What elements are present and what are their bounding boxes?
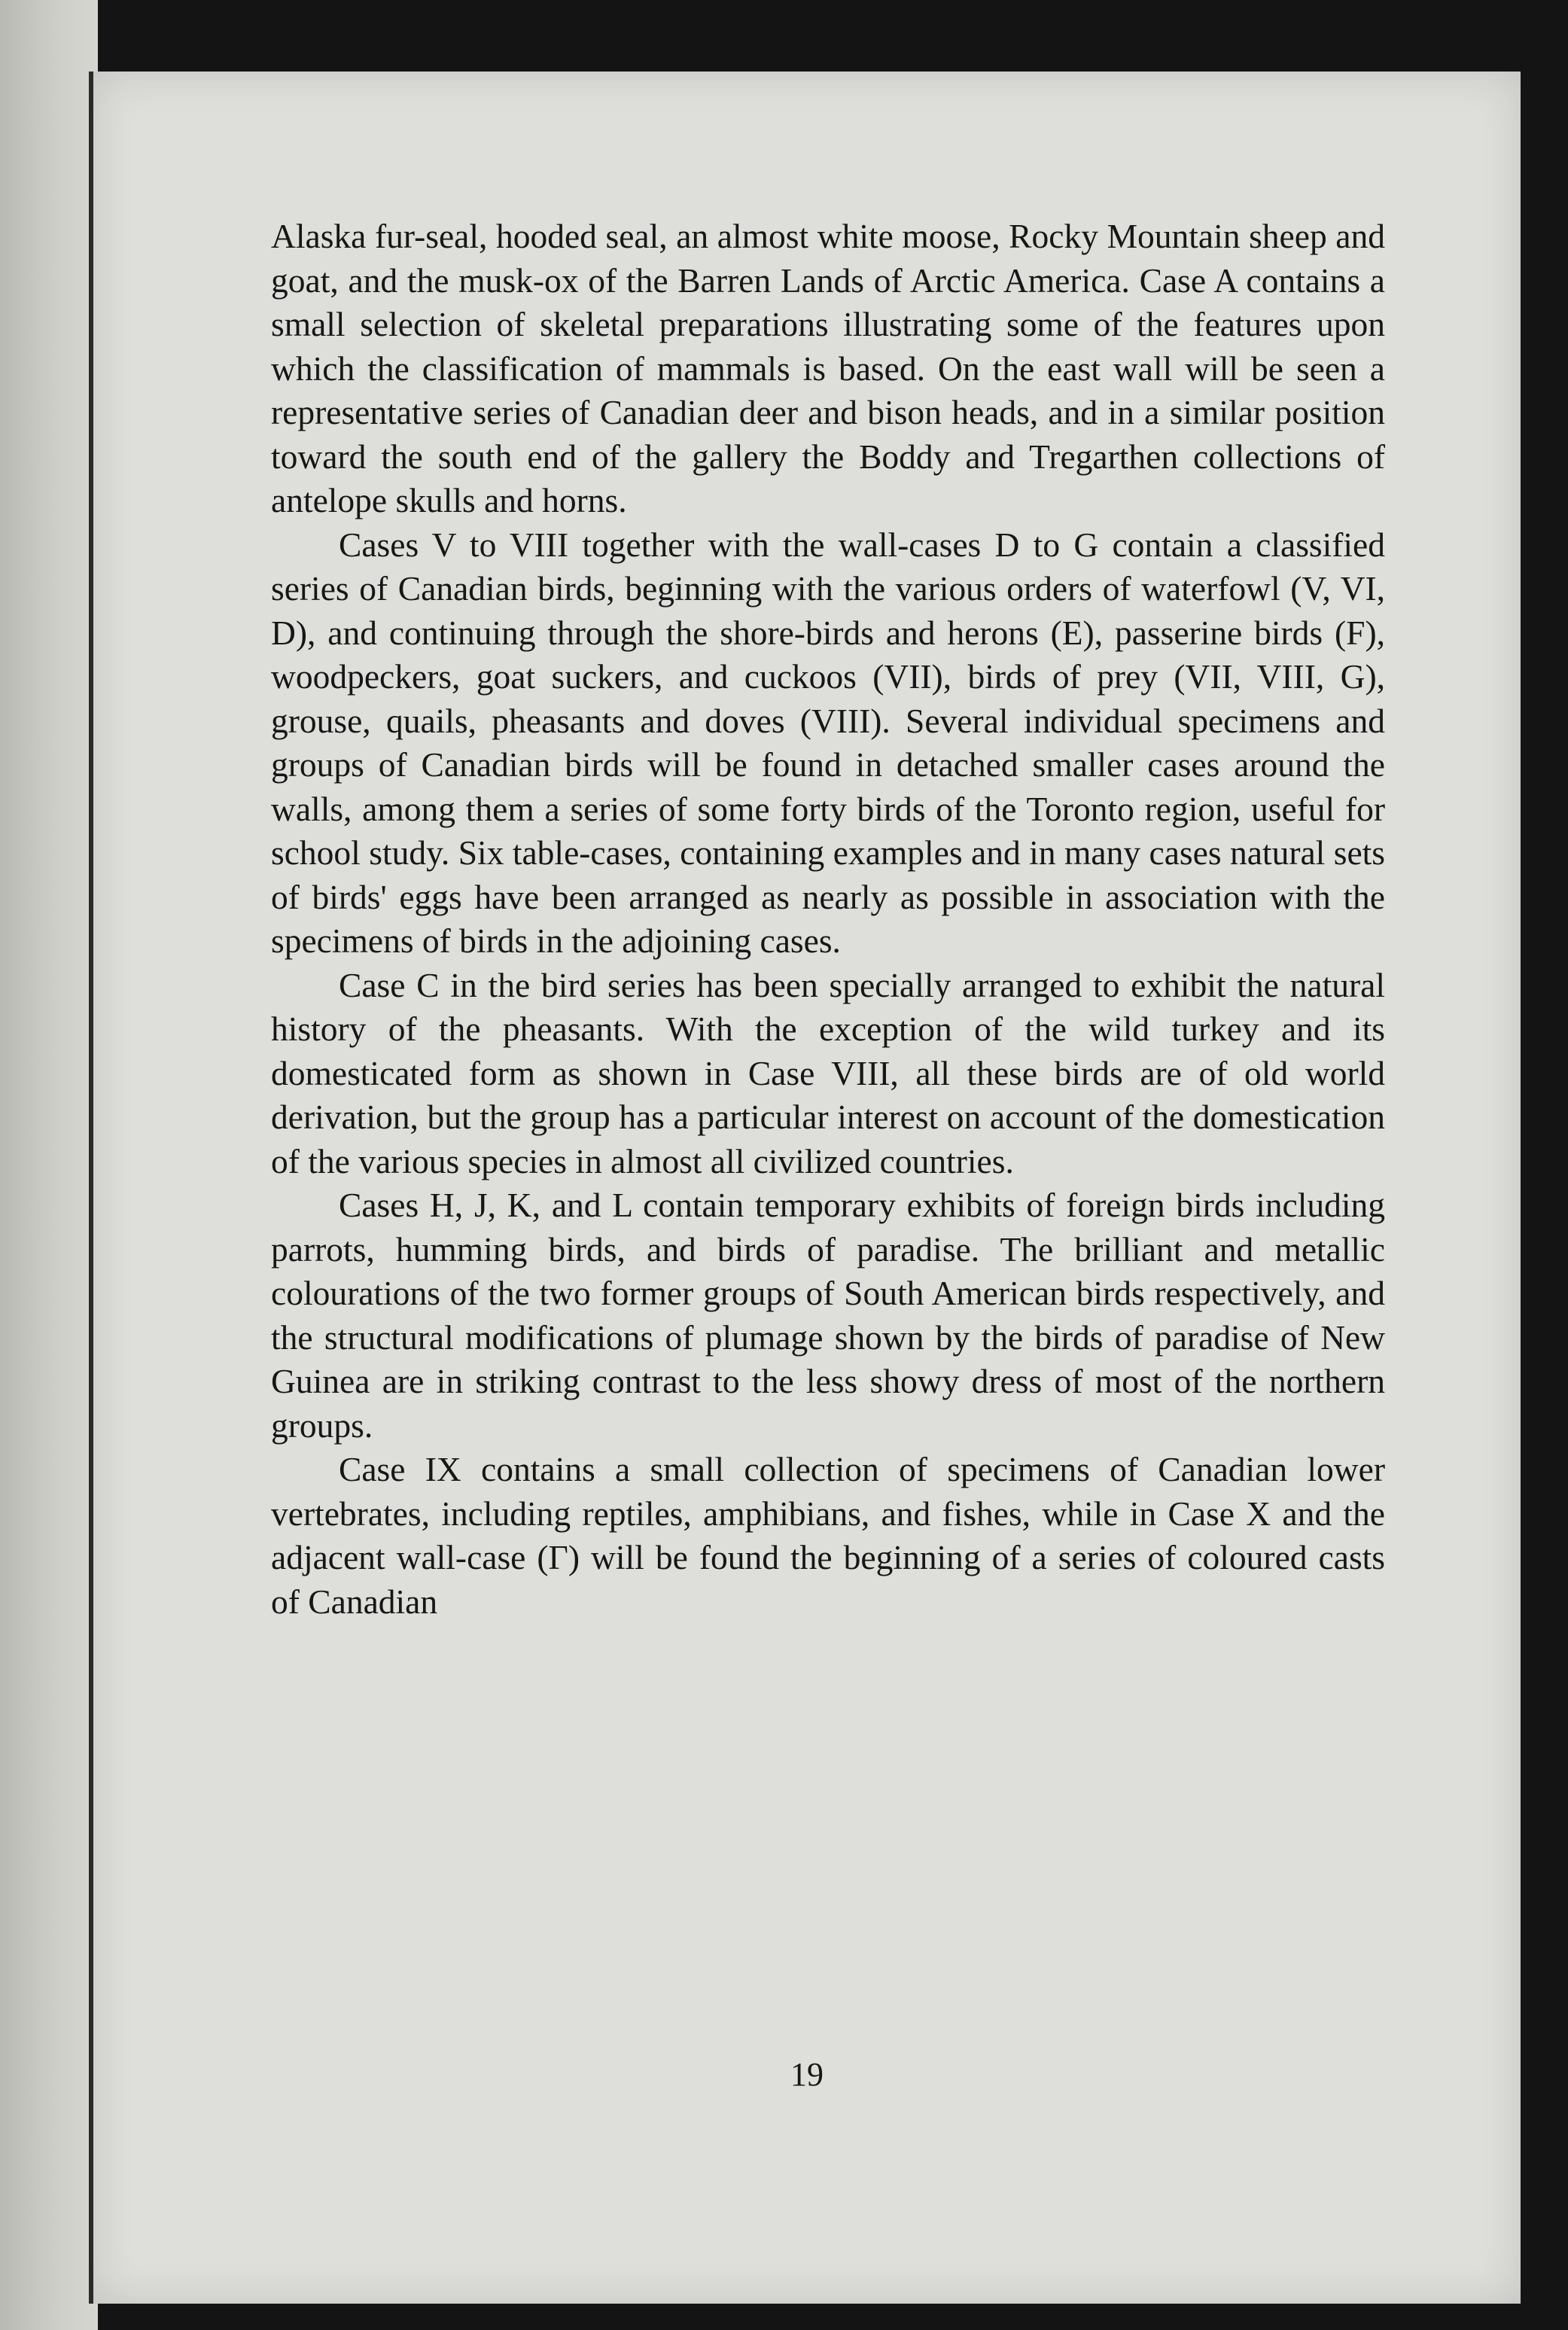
- book-page: [89, 72, 1521, 2304]
- paragraph-2: Cases V to VIII together with the wall-cases D to G contain a classified series of Canadian birds, beginning with the various orders of waterfowl (V, VI, D), and continuing through the shore-birds and herons (E), passerine birds (F), woodpeckers, goat suckers, and cuckoos (VII), birds of prey (VII, VIII, G), grouse, quails, pheasants and doves (VIII). Several individual specimens and groups of Canadian birds will be found in detached smaller cases around the walls, among them a series of some forty birds of the Toronto region, useful for school study. Six table-cases, containing examples and in many cases natural sets of birds' eggs have been arranged as nearly as possible in association with the specimens of birds in the adjoining cases.: [271, 525, 1385, 960]
- paragraph-4: Cases H, J, K, and L contain temporary exhibits of foreign birds including parrots, humming birds, and birds of paradise. The brilliant and metallic colourations of the two former groups of South American birds respectively, and the structural modifications of plumage shown by the birds of paradise of New Guinea are in striking contrast to the less showy dress of most of the northern groups.: [271, 1186, 1385, 1445]
- paragraph-3: Case C in the bird series has been specially arranged to exhibit the natural history of the pheasants. With the exception of the wild turkey and its domesticated form as shown in Case VIII, all these birds are of old world derivation, but the group has a particular interest on account of the domestication of the various species in almost all civilized countries.: [271, 965, 1385, 1180]
- page-number: 19: [790, 2056, 824, 2093]
- scan-background: [0, 0, 98, 2330]
- paragraph-5: Case IX contains a small collection of specimens of Canadian lower vertebrates, including reptiles, amphibians, and fishes, while in Case X and the adjacent wall-case (Γ) will be found the beginning of a series of coloured casts of Canadian: [271, 1450, 1385, 1621]
- body-text: [271, 215, 1385, 1624]
- paragraph-1: Alaska fur-seal, hooded seal, an almost white moose, Rocky Mountain sheep and goat, and the musk-ox of the Barren Lands of Arctic America. Case A contains a small selection of skeletal preparations illustrating some of the features upon which the classification of mammals is based. On the east wall will be seen a representative series of Canadian deer and bison heads, and in a similar position toward the south end of the gallery the Boddy and Tregarthen collections of antelope skulls and horns.: [271, 217, 1385, 519]
